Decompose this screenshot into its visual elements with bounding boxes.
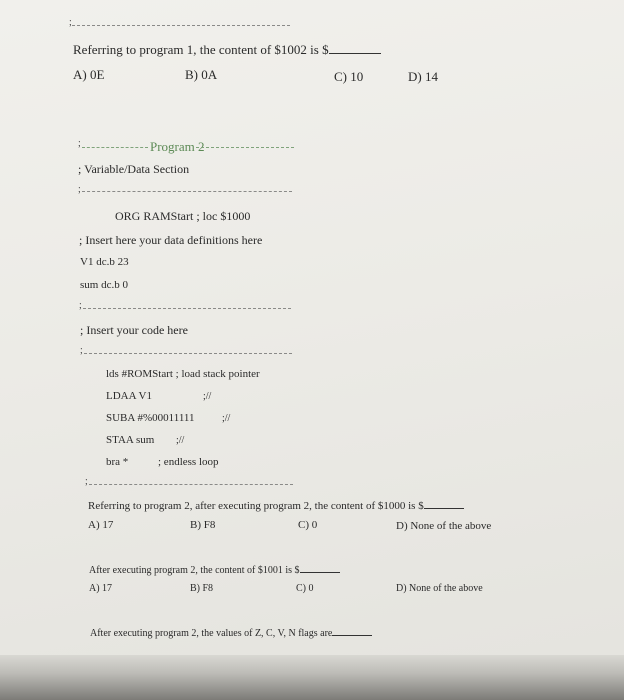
code-comment: ;// [203,391,212,402]
question-4-prompt: After executing program 2, the values of Z, C, V, N flags are [90,625,372,639]
program-2-header: Program 2 [150,139,205,154]
q2-option-b: B) F8 [190,519,216,531]
dashed-divider [82,191,292,192]
dashed-divider [82,147,148,148]
answer-blank [424,498,464,509]
q1-option-b: B) 0A [185,67,218,82]
dashed-divider [72,25,290,26]
page-bottom-edge [0,655,624,700]
answer-blank [300,562,340,573]
q3-option-c: C) 0 [296,583,314,594]
dashed-divider [89,484,293,485]
q1-option-d: D) 14 [408,69,438,84]
code-comment: ;// [176,435,185,446]
question-1-prompt: Referring to program 1, the content of $1002 is $ [73,42,381,58]
q2-option-a: A) 17 [88,519,114,531]
answer-blank [329,43,381,54]
code-comment: ;// [222,413,231,424]
code-line-loop-comment: ; endless loop [158,456,219,468]
comment-semicolon: ; [79,300,82,311]
sum-definition: sum dc.b 0 [80,279,128,291]
q3-option-a: A) 17 [89,583,113,594]
question-3-prompt: After executing program 2, the content of $1001 is $ [89,562,340,576]
dashed-divider [196,147,294,148]
insert-code-comment: ; Insert your code here [80,323,188,337]
code-line-ldaa: LDAA V1 [106,390,152,402]
dashed-divider [83,308,291,309]
q3-option-d: D) None of the above [396,583,483,594]
comment-semicolon: ; [69,17,72,28]
dashed-divider [84,353,292,354]
q2-option-c: C) 0 [298,519,318,531]
code-line-staa: STAA sum [106,434,155,446]
q1-option-a: A) 0E [73,67,105,82]
code-line-lds: lds #ROMStart ; load stack pointer [106,368,260,380]
question-2-prompt: Referring to program 2, after executing program 2, the content of $1000 is $ [88,498,464,512]
q2-option-d: D) None of the above [396,520,492,532]
q1-option-c: C) 10 [334,69,364,84]
answer-blank [332,625,372,636]
insert-data-comment: ; Insert here your data definitions here [79,233,263,247]
org-directive: ORG RAMStart ; loc $1000 [115,209,251,223]
variable-section-comment: ; Variable/Data Section [78,162,190,176]
comment-semicolon: ; [78,184,81,195]
comment-semicolon: ; [78,138,81,149]
q3-option-b: B) F8 [190,583,214,594]
code-line-suba: SUBA #%00011111 [106,412,195,424]
comment-semicolon: ; [85,476,88,487]
comment-semicolon: ; [80,345,83,356]
v1-definition: V1 dc.b 23 [80,256,129,268]
code-line-bra: bra * [106,456,129,468]
